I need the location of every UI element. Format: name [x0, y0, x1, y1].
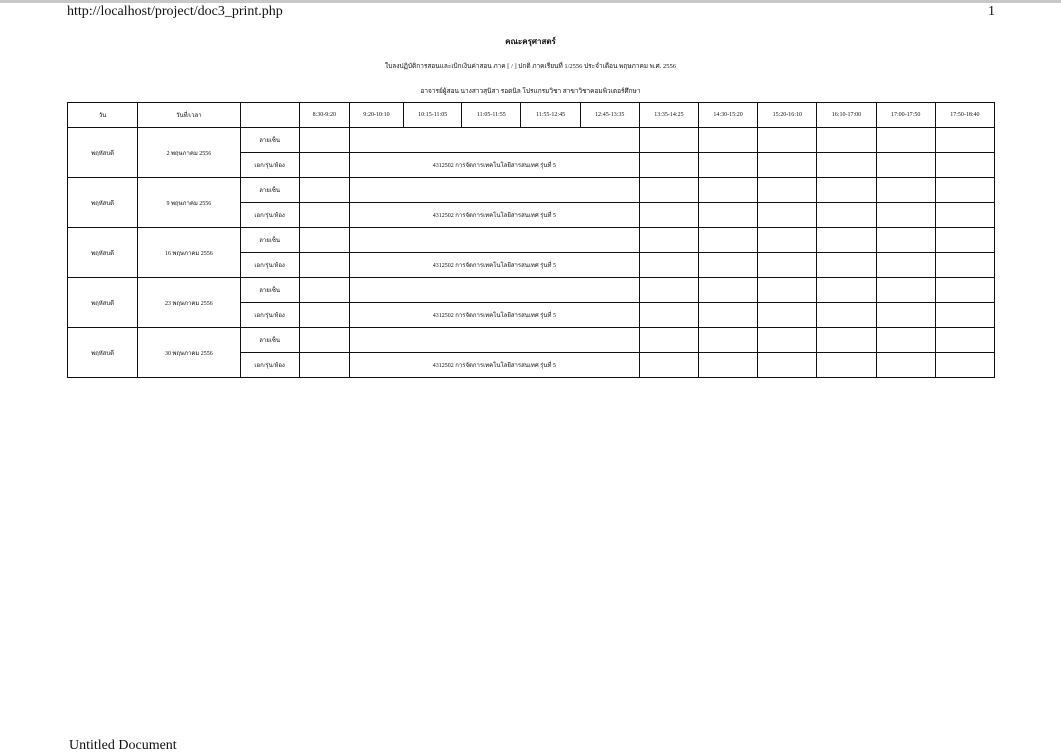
header-slot: 9:20-10:10	[349, 103, 403, 128]
signature-label: ลายเซ็น	[240, 128, 299, 153]
header-slot: 12:45-13:35	[580, 103, 639, 128]
header-slot: 11:55-12:45	[521, 103, 580, 128]
header-slot: 17:50-18:40	[935, 103, 994, 128]
slot-cell	[639, 303, 698, 328]
table-row	[68, 228, 995, 253]
slot-cell	[817, 253, 876, 278]
room-label: เอก/รุ่น/ห้อง	[240, 353, 299, 378]
slot-cell	[699, 328, 758, 353]
slot-cell	[935, 303, 994, 328]
slot-cell	[817, 328, 876, 353]
signature-span-cell	[349, 128, 639, 153]
slot-cell	[758, 253, 817, 278]
slot-cell	[935, 178, 994, 203]
date-cell: 16 พฤษภาคม 2556	[138, 228, 240, 278]
slot-cell	[758, 278, 817, 303]
signature-label: ลายเซ็น	[240, 328, 299, 353]
header-slot: 13:35-14:25	[639, 103, 698, 128]
slot-cell	[299, 178, 349, 203]
table-row	[68, 328, 995, 353]
table-row	[68, 178, 995, 203]
print-page-number: 1	[988, 4, 995, 19]
slot-cell	[935, 128, 994, 153]
slot-cell	[699, 278, 758, 303]
document-title: คณะครุศาสตร์	[505, 37, 556, 46]
slot-cell	[639, 128, 698, 153]
slot-cell	[935, 278, 994, 303]
slot-cell	[935, 328, 994, 353]
slot-cell	[699, 203, 758, 228]
slot-cell	[817, 128, 876, 153]
slot-cell	[817, 353, 876, 378]
slot-cell	[876, 153, 935, 178]
slot-cell	[639, 228, 698, 253]
print-header-url: http://localhost/project/doc3_print.php	[67, 4, 283, 19]
signature-label: ลายเซ็น	[240, 228, 299, 253]
slot-cell	[299, 353, 349, 378]
slot-cell	[876, 278, 935, 303]
slot-cell	[639, 178, 698, 203]
signature-label: ลายเซ็น	[240, 278, 299, 303]
slot-cell	[935, 253, 994, 278]
slot-cell	[699, 253, 758, 278]
slot-cell	[758, 203, 817, 228]
slot-cell	[758, 153, 817, 178]
signature-label: ลายเซ็น	[240, 178, 299, 203]
slot-cell	[758, 303, 817, 328]
signature-span-cell	[349, 228, 639, 253]
slot-cell	[817, 278, 876, 303]
room-label: เอก/รุ่น/ห้อง	[240, 303, 299, 328]
day-cell: พฤหัสบดี	[68, 178, 138, 228]
slot-cell	[299, 278, 349, 303]
course-cell: 4312502 การจัดการเทคโนโลยีสารสนเทศ รุ่นที่ 5	[349, 203, 639, 228]
slot-cell	[639, 153, 698, 178]
slot-cell	[758, 353, 817, 378]
table-row	[68, 278, 995, 303]
slot-cell	[876, 303, 935, 328]
slot-cell	[817, 153, 876, 178]
room-label: เอก/รุ่น/ห้อง	[240, 153, 299, 178]
slot-cell	[299, 303, 349, 328]
slot-cell	[299, 328, 349, 353]
day-cell: พฤหัสบดี	[68, 228, 138, 278]
room-label: เอก/รุ่น/ห้อง	[240, 203, 299, 228]
print-footer-title: Untitled Document	[69, 738, 177, 753]
course-cell: 4312502 การจัดการเทคโนโลยีสารสนเทศ รุ่นที่ 5	[349, 253, 639, 278]
slot-cell	[639, 253, 698, 278]
slot-cell	[639, 278, 698, 303]
header-slot: 11:05-11:55	[462, 103, 521, 128]
slot-cell	[299, 253, 349, 278]
signature-span-cell	[349, 278, 639, 303]
slot-cell	[876, 203, 935, 228]
slot-cell	[758, 328, 817, 353]
slot-cell	[935, 228, 994, 253]
document-instructor-line: อาจารย์ผู้สอน นางสาวสุนิสา รอดนิล โปรแกรมวิชา สาขาวิชาคอมพิวเตอร์ศึกษา	[420, 88, 641, 95]
date-cell: 2 พฤษภาคม 2556	[138, 128, 240, 178]
slot-cell	[699, 128, 758, 153]
day-cell: พฤหัสบดี	[68, 328, 138, 378]
signature-span-cell	[349, 328, 639, 353]
slot-cell	[299, 153, 349, 178]
header-slot: 16:10-17:00	[817, 103, 876, 128]
header-slot: 14:30-15:20	[699, 103, 758, 128]
course-cell: 4312502 การจัดการเทคโนโลยีสารสนเทศ รุ่นที่ 5	[349, 353, 639, 378]
slot-cell	[935, 153, 994, 178]
day-cell: พฤหัสบดี	[68, 278, 138, 328]
slot-cell	[758, 178, 817, 203]
slot-cell	[758, 228, 817, 253]
slot-cell	[699, 178, 758, 203]
signature-span-cell	[349, 178, 639, 203]
slot-cell	[639, 203, 698, 228]
slot-cell	[876, 253, 935, 278]
date-cell: 30 พฤษภาคม 2556	[138, 328, 240, 378]
header-date: วันที่/เวลา	[138, 103, 240, 128]
slot-cell	[699, 353, 758, 378]
slot-cell	[817, 178, 876, 203]
slot-cell	[299, 228, 349, 253]
slot-cell	[935, 353, 994, 378]
slot-cell	[817, 303, 876, 328]
table-header-row	[68, 103, 995, 128]
header-type	[240, 103, 299, 128]
slot-cell	[876, 178, 935, 203]
document-subtitle: ใบลงปฏิบัติการสอนและเบิกเงินค่าสอน ภาค [ / ] ปกติ ภาคเรียนที่ 1/2556 ประจำเดือน พฤษภาคม พ.ศ. 2556	[384, 63, 677, 70]
slot-cell	[876, 353, 935, 378]
slot-cell	[299, 203, 349, 228]
header-slot: 15:20-16:10	[758, 103, 817, 128]
header-slot: 10:15-11:05	[404, 103, 462, 128]
slot-cell	[699, 303, 758, 328]
day-cell: พฤหัสบดี	[68, 128, 138, 178]
slot-cell	[639, 328, 698, 353]
slot-cell	[817, 228, 876, 253]
slot-cell	[299, 128, 349, 153]
date-cell: 9 พฤษภาคม 2556	[138, 178, 240, 228]
header-day: วัน	[68, 103, 138, 128]
slot-cell	[699, 153, 758, 178]
teaching-schedule-table	[67, 102, 995, 378]
header-slot: 8:30-9:20	[299, 103, 349, 128]
course-cell: 4312502 การจัดการเทคโนโลยีสารสนเทศ รุ่นที่ 5	[349, 303, 639, 328]
room-label: เอก/รุ่น/ห้อง	[240, 253, 299, 278]
date-cell: 23 พฤษภาคม 2556	[138, 278, 240, 328]
course-cell: 4312502 การจัดการเทคโนโลยีสารสนเทศ รุ่นที่ 5	[349, 153, 639, 178]
slot-cell	[699, 228, 758, 253]
slot-cell	[876, 128, 935, 153]
header-slot: 17:00-17:50	[876, 103, 935, 128]
slot-cell	[876, 228, 935, 253]
slot-cell	[935, 203, 994, 228]
slot-cell	[817, 203, 876, 228]
page-top-rule	[0, 0, 1061, 3]
slot-cell	[758, 128, 817, 153]
table-row	[68, 128, 995, 153]
slot-cell	[876, 328, 935, 353]
slot-cell	[639, 353, 698, 378]
